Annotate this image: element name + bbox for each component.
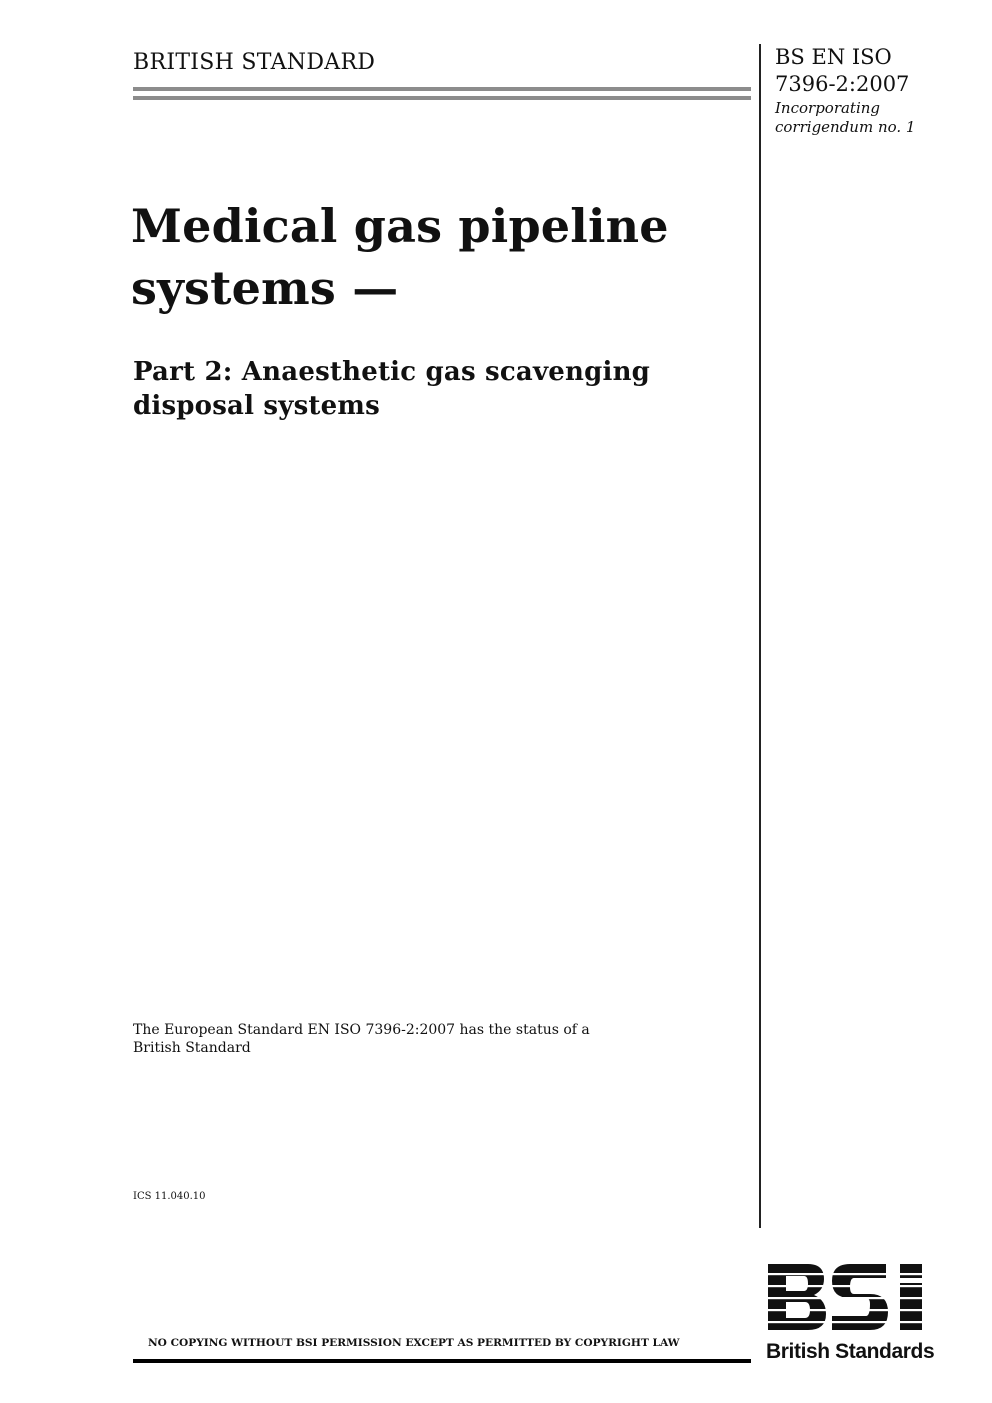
part-title-line2: disposal systems (133, 391, 380, 421)
status-statement-line2: British Standard (133, 1040, 251, 1056)
copyright-notice: NO COPYING WITHOUT BSI PERMISSION EXCEPT AS PERMITTED BY COPYRIGHT LAW (148, 1337, 680, 1349)
corrigendum-note (775, 99, 915, 137)
part-title (133, 355, 650, 423)
bsi-logo-icon (766, 1262, 944, 1332)
standard-number (775, 44, 909, 98)
standard-number-line2: 7396-2:2007 (775, 72, 910, 96)
bsi-caption: British Standards (766, 1340, 935, 1363)
status-statement (133, 1021, 590, 1057)
main-title-line1: Medical gas pipeline (131, 199, 669, 253)
corrigendum-note-line1: Incorporating (775, 99, 881, 117)
ics-code: ICS 11.040.10 (133, 1191, 206, 1202)
header-label: BRITISH STANDARD (133, 50, 376, 75)
standard-number-line1: BS EN ISO (775, 45, 892, 69)
header-rule-top (133, 87, 751, 91)
main-title (131, 195, 669, 319)
corrigendum-note-line2: corrigendum no. 1 (775, 118, 916, 136)
part-title-line1: Part 2: Anaesthetic gas scavenging (133, 357, 651, 387)
footer-rule (133, 1359, 751, 1363)
vertical-divider (759, 44, 761, 1228)
main-title-line2: systems — (131, 261, 399, 315)
status-statement-line1: The European Standard EN ISO 7396-2:2007 has the status of a (133, 1022, 590, 1038)
header-rule-bottom (133, 96, 751, 100)
